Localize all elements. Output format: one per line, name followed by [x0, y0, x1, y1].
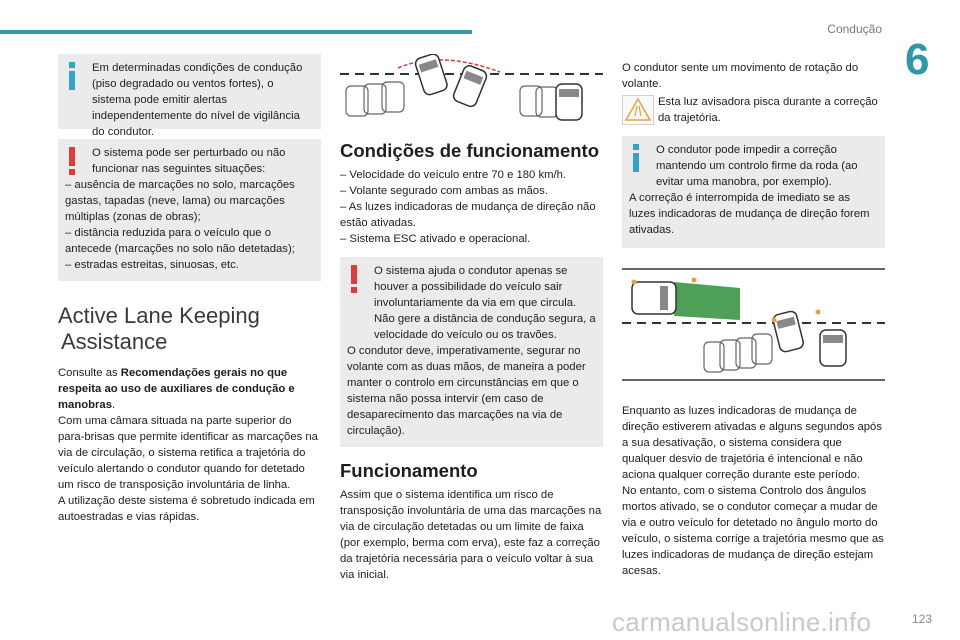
info-note-text: Em determinadas condições de condução (piso degradado ou ventos fortes), o sistema pode emitir alertas independentemente do nível de vigilância do condutor.: [92, 62, 303, 138]
warning-light-row: [622, 94, 885, 126]
chapter-number: 6: [905, 35, 930, 84]
section-heading: Condições de funcionamento: [340, 140, 600, 161]
info-icon: [68, 62, 78, 90]
column-2: [340, 54, 603, 583]
body-paragraph: Assim que o sistema identifica um risco de transposição involuntária de uma das marcações na via de circulação detetadas ou um limite de faixa (por exemplo, berma com erva), este faz a correção da trajetória necessária para o veículo voltar à sua via inicial.: [340, 489, 602, 581]
reference-prefix: Consulte as: [58, 367, 121, 379]
reference-paragraph: [58, 365, 321, 413]
warning-light-text: Esta luz avisadora pisca durante a correção da trajetória.: [658, 96, 878, 124]
warning-text: O sistema ajuda o condutor apenas se houver a possibilidade do veículo sair involuntariamente da via em que circula. Não gere a distância de condução segura, a velocidade do veículo ou os travões.: [374, 265, 596, 341]
page-title: [58, 303, 321, 355]
warning-note-box: [58, 139, 321, 281]
warning-item: – distância reduzida para o veículo que o antecede (marcações no solo não detetadas);: [65, 227, 295, 255]
list-item: – As luzes indicadoras de mudança de direção não estão ativadas.: [340, 201, 596, 229]
info-note-text: A correção é interrompida de imediato se as luzes indicadoras de mudança de direção forem ativadas.: [629, 192, 870, 236]
page-title-line-2: Assistance: [61, 329, 168, 354]
blind-spot-illustration: [622, 268, 885, 383]
info-icon: [632, 144, 642, 172]
list-item: – Sistema ESC ativado e operacional.: [340, 233, 531, 245]
warning-icon: [68, 147, 78, 175]
warning-item: – estradas estreitas, sinuosas, etc.: [65, 259, 239, 271]
info-note-box: [622, 136, 885, 248]
warning-text: O condutor deve, imperativamente, segurar no volante com as duas mãos, de maneira a poder manter o controlo em circunstâncias em que o sistema não possa intervir (em caso de desaparecimento das marcações na via de circulação).: [347, 345, 586, 437]
reference-suffix: .: [112, 399, 116, 411]
section-title: Condução: [827, 22, 882, 36]
page-number: 123: [911, 612, 932, 626]
warning-item: – ausência de marcações no solo, marcações gastas, tapadas (neve, lama) ou marcações múltiplas (zonas de obras);: [65, 179, 295, 223]
body-paragraph: No entanto, com o sistema Controlo dos ângulos mortos ativado, se o condutor começar a mudar de via e outro veículo for detetado no ângulo morto do veículo, o sistema corrige a trajetória mesmo que as luzes indicadoras de mudança de direção estejam acesas.: [622, 485, 884, 577]
page-title-line-1: Active Lane Keeping: [58, 303, 260, 328]
body-paragraph: O condutor sente um movimento de rotação do volante.: [622, 62, 859, 90]
warning-intro: O sistema pode ser perturbado ou não funcionar nas seguintes situações:: [92, 147, 286, 175]
warning-note-box: [340, 257, 603, 447]
watermark: carmanualsonline.info: [612, 607, 872, 637]
reference-link-text: Recomendações gerais no que respeita ao uso de auxiliares de condução e manobras: [58, 367, 295, 411]
lane-keeping-illustration: [340, 54, 603, 124]
conditions-list: [340, 167, 603, 247]
column-1: [58, 54, 321, 525]
body-paragraph: Enquanto as luzes indicadoras de mudança de direção estiverem ativadas e alguns segundos após a sua desativação, o sistema considera que qualquer desvio de trajetória é intencional e não aciona qualquer correção durante este período.: [622, 405, 882, 481]
column-3: [622, 60, 885, 579]
body-paragraph: A utilização deste sistema é sobretudo indicada em autoestradas e vias rápidas.: [58, 495, 315, 523]
body-paragraph: Com uma câmara situada na parte superior do para-brisas que permite identificar as marcações na via de circulação, o sistema retifica a trajetória do veículo alertando o condutor quando for detetado um risco de transposição involuntária de linha.: [58, 415, 318, 491]
info-note-text: O condutor pode impedir a correção mantendo um controlo firme da roda (ao evitar uma manobra, por exemplo).: [656, 144, 858, 188]
lane-warning-light-icon: [622, 95, 654, 125]
header-accent-bar: [0, 30, 472, 34]
list-item: – Velocidade do veículo entre 70 e 180 km/h.: [340, 169, 567, 181]
section-heading: Funcionamento: [340, 460, 478, 481]
list-item: – Volante segurado com ambas as mãos.: [340, 185, 548, 197]
info-note-box: [58, 54, 321, 138]
warning-icon: [350, 265, 360, 293]
